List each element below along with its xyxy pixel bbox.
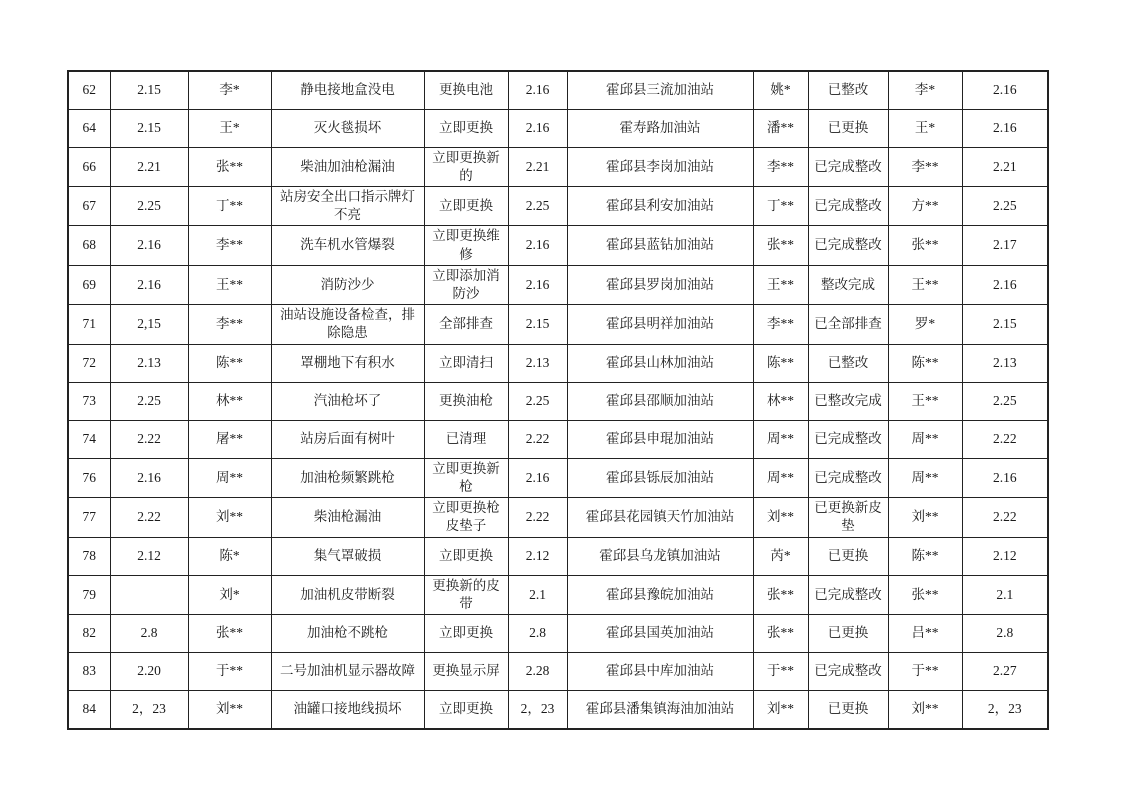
table-cell: 2.8 [508, 615, 567, 653]
table-cell: 更换新的皮带 [424, 575, 508, 614]
table-row [68, 653, 1048, 691]
table-row [68, 458, 1048, 497]
table-cell: 霍邱县明祥加油站 [567, 305, 753, 344]
table-cell: 72 [68, 344, 110, 382]
table-cell: 已更换 [808, 109, 888, 147]
table-cell: 油罐口接地线损坏 [271, 691, 424, 729]
table-cell: 立即更换新枪 [424, 458, 508, 497]
table-cell: 2.16 [110, 265, 188, 304]
table-cell: 霍寿路加油站 [567, 109, 753, 147]
table-cell: 2.16 [508, 265, 567, 304]
table-cell: 霍邱县李岗加油站 [567, 147, 753, 186]
table-cell: 周** [753, 458, 808, 497]
table-row [68, 615, 1048, 653]
table-cell: 霍邱县乌龙镇加油站 [567, 537, 753, 575]
table-cell: 2.22 [962, 498, 1048, 537]
table-cell: 陈* [188, 537, 271, 575]
table-cell: 方** [888, 186, 962, 225]
table-cell: 刘* [188, 575, 271, 614]
table-cell: 霍邱县铄辰加油站 [567, 458, 753, 497]
table-cell: 2.13 [508, 344, 567, 382]
table-cell: 2.12 [508, 537, 567, 575]
table-cell: 站房后面有树叶 [271, 420, 424, 458]
table-cell: 已完成整改 [808, 653, 888, 691]
table-cell: 周** [188, 458, 271, 497]
table-cell: 2，23 [508, 691, 567, 729]
table-cell: 刘** [888, 498, 962, 537]
table-cell: 已整改 [808, 71, 888, 109]
table-cell: 已整改完成 [808, 382, 888, 420]
table-cell: 王* [888, 109, 962, 147]
table-cell: 李** [188, 305, 271, 344]
table-cell: 加油枪不跳枪 [271, 615, 424, 653]
table-row [68, 109, 1048, 147]
table-cell: 2.25 [962, 382, 1048, 420]
table-cell: 柴油枪漏油 [271, 498, 424, 537]
table-cell: 立即更换维修 [424, 226, 508, 265]
table-cell: 油站设施设备检查，排除隐患 [271, 305, 424, 344]
table-cell: 2.16 [508, 226, 567, 265]
table-cell: 霍邱县罗岗加油站 [567, 265, 753, 304]
table-cell: 刘** [888, 691, 962, 729]
table-cell: 2.17 [962, 226, 1048, 265]
table-cell: 李** [753, 147, 808, 186]
table-cell: 张** [888, 226, 962, 265]
table-cell: 王** [188, 265, 271, 304]
table-cell: 二号加油机显示器故障 [271, 653, 424, 691]
table-cell: 王** [753, 265, 808, 304]
table-row [68, 382, 1048, 420]
table-row [68, 71, 1048, 109]
table-cell: 2.8 [962, 615, 1048, 653]
table-cell: 2.21 [110, 147, 188, 186]
table-cell: 2.1 [508, 575, 567, 614]
table-cell: 已更换 [808, 691, 888, 729]
table-cell: 68 [68, 226, 110, 265]
table-cell: 2，23 [110, 691, 188, 729]
table-cell: 已整改 [808, 344, 888, 382]
table-cell: 2,15 [110, 305, 188, 344]
table-cell: 于** [753, 653, 808, 691]
table-cell: 张** [753, 226, 808, 265]
table-cell: 刘** [188, 691, 271, 729]
table-cell: 立即更换 [424, 691, 508, 729]
table-cell: 全部排查 [424, 305, 508, 344]
table-cell: 丁** [188, 186, 271, 225]
table-cell: 洗车机水管爆裂 [271, 226, 424, 265]
table-cell: 79 [68, 575, 110, 614]
table-cell: 汽油枪坏了 [271, 382, 424, 420]
table-cell: 2.13 [962, 344, 1048, 382]
table-cell: 84 [68, 691, 110, 729]
table-cell: 62 [68, 71, 110, 109]
table-cell: 2.25 [110, 382, 188, 420]
table-cell: 2.25 [962, 186, 1048, 225]
table-cell: 2.8 [110, 615, 188, 653]
table-cell: 消防沙少 [271, 265, 424, 304]
table-cell: 2.21 [508, 147, 567, 186]
table-cell: 已更换 [808, 615, 888, 653]
table-cell: 已清理 [424, 420, 508, 458]
table-cell: 于** [888, 653, 962, 691]
table-cell: 2.25 [508, 382, 567, 420]
table-cell: 罩棚地下有积水 [271, 344, 424, 382]
table-cell: 刘** [753, 691, 808, 729]
table-cell: 张** [753, 615, 808, 653]
table-row [68, 147, 1048, 186]
table-cell: 已完成整改 [808, 420, 888, 458]
table-cell: 2，23 [962, 691, 1048, 729]
table-row [68, 344, 1048, 382]
table-cell: 2.25 [508, 186, 567, 225]
table-cell: 已更换 [808, 537, 888, 575]
table-cell: 已完成整改 [808, 186, 888, 225]
table-cell: 83 [68, 653, 110, 691]
table-cell: 2.16 [110, 226, 188, 265]
table-cell: 2.16 [110, 458, 188, 497]
table-cell: 更换油枪 [424, 382, 508, 420]
table-cell: 更换显示屏 [424, 653, 508, 691]
table-cell: 霍邱县国英加油站 [567, 615, 753, 653]
table-cell: 丁** [753, 186, 808, 225]
table-cell: 陈** [753, 344, 808, 382]
table-cell: 2.15 [962, 305, 1048, 344]
table-row [68, 575, 1048, 614]
table-cell: 2.22 [508, 420, 567, 458]
table-cell: 张** [753, 575, 808, 614]
table-cell: 2.13 [110, 344, 188, 382]
table-cell: 2.22 [508, 498, 567, 537]
table-cell: 2.16 [962, 109, 1048, 147]
table-cell: 2.15 [110, 109, 188, 147]
table-cell: 霍邱县三流加油站 [567, 71, 753, 109]
table-cell: 李* [188, 71, 271, 109]
table-cell: 柴油加油枪漏油 [271, 147, 424, 186]
table-cell: 加油枪频繁跳枪 [271, 458, 424, 497]
table-cell: 陈** [188, 344, 271, 382]
table-cell: 屠** [188, 420, 271, 458]
table-cell: 2.16 [508, 458, 567, 497]
table-cell: 霍邱县利安加油站 [567, 186, 753, 225]
table-cell: 林** [753, 382, 808, 420]
table-cell: 立即清扫 [424, 344, 508, 382]
table-cell: 于** [188, 653, 271, 691]
table-cell: 2.15 [508, 305, 567, 344]
table-cell: 已全部排查 [808, 305, 888, 344]
table-cell: 李* [888, 71, 962, 109]
table-cell: 芮* [753, 537, 808, 575]
table-cell: 66 [68, 147, 110, 186]
table-row [68, 691, 1048, 729]
table-cell: 立即添加消防沙 [424, 265, 508, 304]
table-cell: 77 [68, 498, 110, 537]
table-cell: 刘** [753, 498, 808, 537]
table-cell: 周** [753, 420, 808, 458]
table-cell: 霍邱县潘集镇海油加油站 [567, 691, 753, 729]
table-cell: 集气罩破损 [271, 537, 424, 575]
table-cell: 李** [188, 226, 271, 265]
table-cell: 灭火毯损坏 [271, 109, 424, 147]
table-cell: 82 [68, 615, 110, 653]
table-cell: 已完成整改 [808, 226, 888, 265]
table-cell: 69 [68, 265, 110, 304]
table-cell: 2.22 [962, 420, 1048, 458]
table-cell: 2.21 [962, 147, 1048, 186]
table-row [68, 537, 1048, 575]
table-cell: 潘** [753, 109, 808, 147]
table-cell: 姚* [753, 71, 808, 109]
table-cell: 2.22 [110, 498, 188, 537]
table-cell: 2.16 [962, 458, 1048, 497]
table-cell: 67 [68, 186, 110, 225]
table-cell: 立即更换新的 [424, 147, 508, 186]
table-cell: 陈** [888, 537, 962, 575]
table-cell: 2.28 [508, 653, 567, 691]
table-cell: 李** [753, 305, 808, 344]
table-cell: 已完成整改 [808, 575, 888, 614]
table-cell: 74 [68, 420, 110, 458]
table-cell: 64 [68, 109, 110, 147]
table-cell: 张** [188, 147, 271, 186]
table-cell: 立即更换 [424, 109, 508, 147]
table-cell: 站房安全出口指示牌灯不亮 [271, 186, 424, 225]
table-row [68, 186, 1048, 225]
table-cell: 2.16 [508, 71, 567, 109]
table-cell: 更换电池 [424, 71, 508, 109]
table-cell [110, 575, 188, 614]
table-cell: 霍邱县山林加油站 [567, 344, 753, 382]
table-row [68, 226, 1048, 265]
table-cell: 已更换新皮垫 [808, 498, 888, 537]
table-body [68, 71, 1048, 729]
table-cell: 立即更换 [424, 615, 508, 653]
table-cell: 王** [888, 265, 962, 304]
table-cell: 78 [68, 537, 110, 575]
table-cell: 王* [188, 109, 271, 147]
table-cell: 71 [68, 305, 110, 344]
table-cell: 2.16 [508, 109, 567, 147]
table-cell: 李** [888, 147, 962, 186]
table-cell: 刘** [188, 498, 271, 537]
table-row [68, 498, 1048, 537]
table-cell: 陈** [888, 344, 962, 382]
table-cell: 2.16 [962, 71, 1048, 109]
table-cell: 2.12 [110, 537, 188, 575]
table-cell: 已完成整改 [808, 147, 888, 186]
table-cell: 2.20 [110, 653, 188, 691]
table-cell: 霍邱县花园镇天竹加油站 [567, 498, 753, 537]
table-cell: 73 [68, 382, 110, 420]
table-cell: 2.1 [962, 575, 1048, 614]
table-cell: 76 [68, 458, 110, 497]
table-cell: 2.15 [110, 71, 188, 109]
table-row [68, 420, 1048, 458]
table-cell: 张** [188, 615, 271, 653]
table-cell: 2.12 [962, 537, 1048, 575]
table-cell: 2.25 [110, 186, 188, 225]
table-cell: 霍邱县中库加油站 [567, 653, 753, 691]
table-cell: 2.22 [110, 420, 188, 458]
table-cell: 整改完成 [808, 265, 888, 304]
table-row [68, 305, 1048, 344]
table-cell: 周** [888, 458, 962, 497]
table-cell: 罗* [888, 305, 962, 344]
table-cell: 霍邱县豫皖加油站 [567, 575, 753, 614]
table-cell: 2.16 [962, 265, 1048, 304]
table-cell: 立即更换 [424, 537, 508, 575]
maintenance-table [67, 70, 1049, 730]
table-cell: 霍邱县蓝钻加油站 [567, 226, 753, 265]
table-cell: 吕** [888, 615, 962, 653]
table-cell: 霍邱县申琨加油站 [567, 420, 753, 458]
table-cell: 已完成整改 [808, 458, 888, 497]
table-cell: 立即更换 [424, 186, 508, 225]
table-cell: 立即更换枪皮垫子 [424, 498, 508, 537]
table-cell: 张** [888, 575, 962, 614]
table-cell: 周** [888, 420, 962, 458]
table-cell: 霍邱县邵顺加油站 [567, 382, 753, 420]
table-cell: 2.27 [962, 653, 1048, 691]
table-cell: 王** [888, 382, 962, 420]
table-row [68, 265, 1048, 304]
table-cell: 林** [188, 382, 271, 420]
table-cell: 静电接地盒没电 [271, 71, 424, 109]
table-cell: 加油机皮带断裂 [271, 575, 424, 614]
